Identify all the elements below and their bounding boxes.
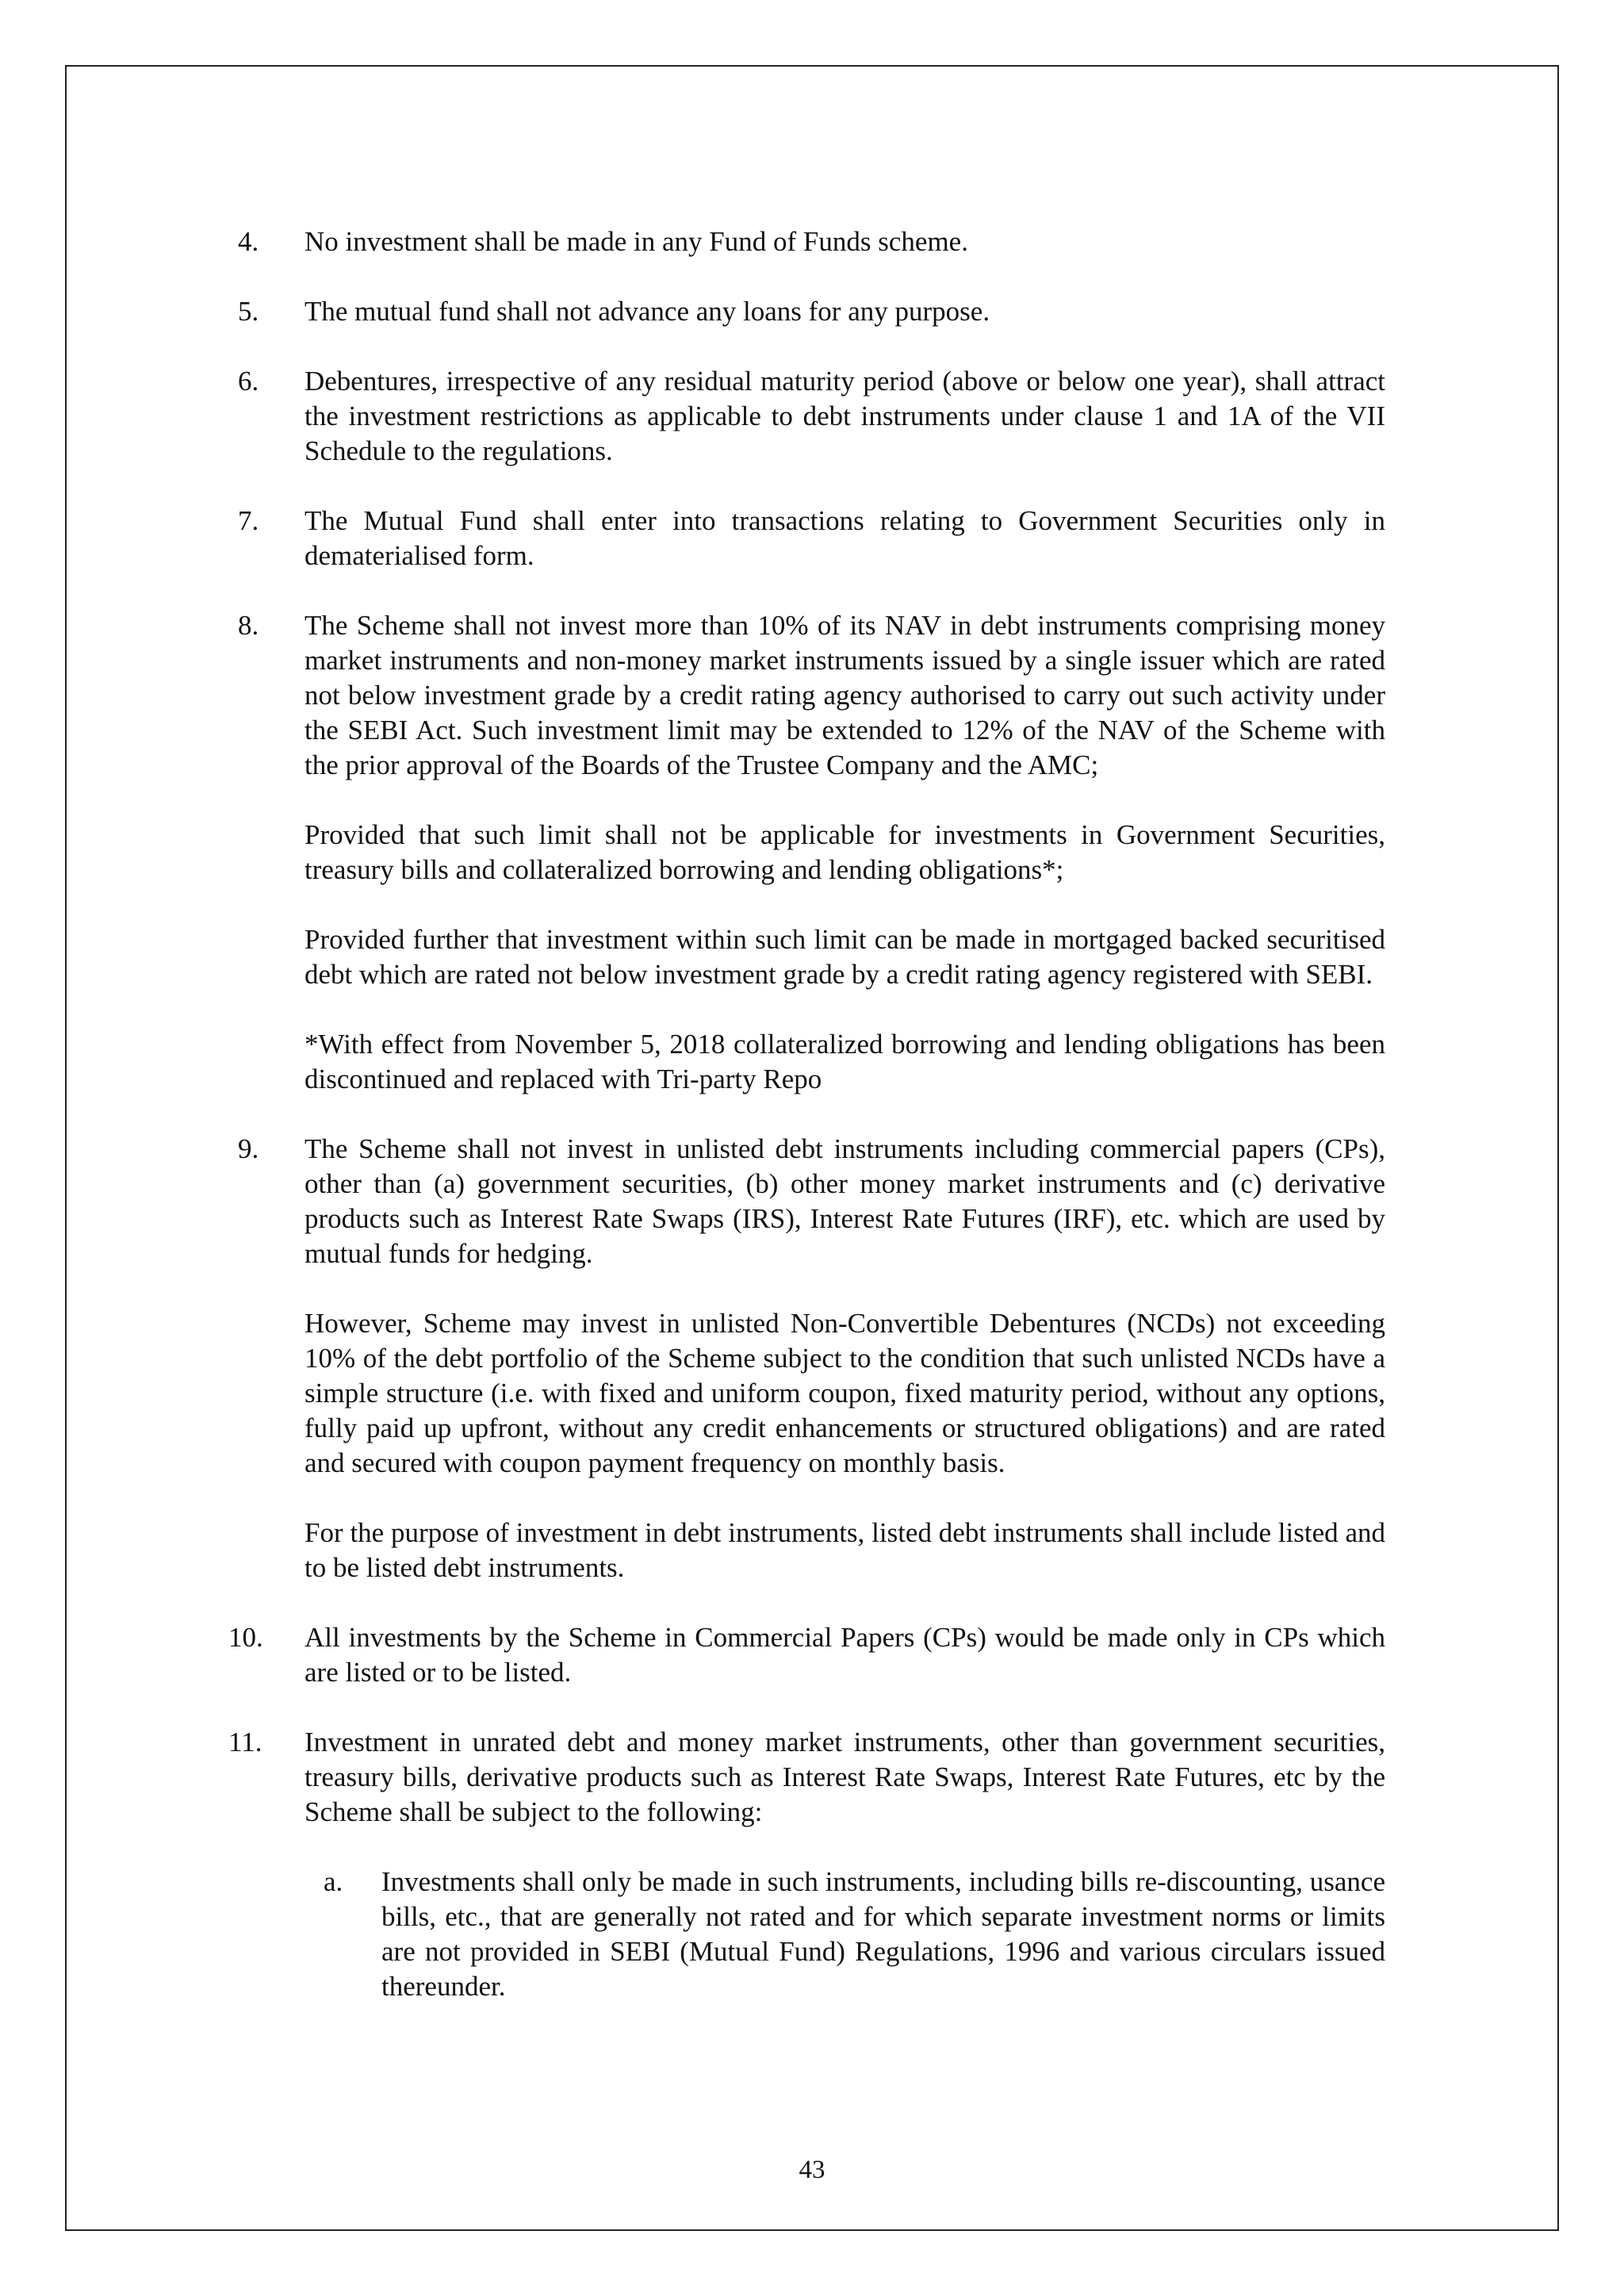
page-number: 43: [799, 2156, 825, 2184]
item-number: 6.: [238, 366, 259, 397]
item-number: 7.: [238, 505, 259, 536]
item-paragraph: The Scheme shall not invest in unlisted debt instruments including commercial papers (CPs), other than (a) government securities, (b) other money market instruments and (c) derivative products such as Interest Rate Swaps (IRS), Interest Rate Futures (IRF), etc. which are used by mutual funds for hedging.: [304, 1133, 1385, 1269]
list-item-4: [238, 224, 1385, 259]
item-number: 11.: [228, 1727, 262, 1757]
sub-list: [304, 1865, 1385, 2004]
list-item-11: [228, 1725, 1385, 2004]
item-paragraph: All investments by the Scheme in Commercial Papers (CPs) would be made only in CPs which are listed or to be listed.: [304, 1622, 1385, 1688]
list-item-5: [238, 294, 1385, 329]
item-paragraph: Investment in unrated debt and money market instruments, other than government securities, treasury bills, derivative products such as Interest Rate Swaps, Interest Rate Futures, etc by the Scheme shall be subject to the following:: [304, 1727, 1385, 1827]
list-item-10: [228, 1620, 1385, 1690]
item-paragraph: No investment shall be made in any Fund of Funds scheme.: [304, 226, 968, 257]
item-number: 4.: [238, 226, 259, 257]
footnote-paragraph: *With effect from November 5, 2018 collateralized borrowing and lending obligations has been discontinued and replaced with Tri-party Repo: [304, 1029, 1385, 1094]
item-paragraph: The mutual fund shall not advance any loans for any purpose.: [304, 296, 990, 327]
sub-item-a: [304, 1865, 1385, 2004]
list-item-9: [238, 1132, 1385, 1585]
list-item-8: [238, 608, 1385, 1097]
sub-item-text: Investments shall only be made in such instruments, including bills re-discounting, usance bills, etc., that are generally not rated and for which separate investment norms or limits are not provided in SEBI (Mutual Fund) Regulations, 1996 and various circulars issued thereunder.: [381, 1866, 1385, 2002]
list-item-6: [238, 364, 1385, 469]
proviso-paragraph: Provided that such limit shall not be applicable for investments in Government Securities, treasury bills and collateralized borrowing and lending obligations*;: [304, 819, 1385, 885]
item-number: 10.: [228, 1622, 263, 1653]
list-item-7: [238, 504, 1385, 573]
item-paragraph: The Scheme shall not invest more than 10% of its NAV in debt instruments comprising money market instruments and non-money market instruments issued by a single issuer which are rated not below investment grade by a credit rating agency authorised to carry out such activity under the SEBI Act. Such investment limit may be extended to 12% of the NAV of the Scheme with the prior approval of the Boards of the Trustee Company and the AMC;: [304, 610, 1385, 780]
item-paragraph: For the purpose of investment in debt instruments, listed debt instruments shall include listed and to be listed debt instruments.: [304, 1517, 1385, 1583]
item-paragraph: The Mutual Fund shall enter into transactions relating to Government Securities only in dematerialised form.: [304, 505, 1385, 571]
item-paragraph: However, Scheme may invest in unlisted Non-Convertible Debentures (NCDs) not exceeding 10% of the debt portfolio of the Scheme subject to the condition that such unlisted NCDs have a simple structure (i.e. with fixed and uniform coupon, fixed maturity period, without any options, fully paid up upfront, without any credit enhancements or structured obligations) and are rated and secured with coupon payment frequency on monthly basis.: [304, 1308, 1385, 1478]
item-paragraph: Debentures, irrespective of any residual maturity period (above or below one year), shall attract the investment restrictions as applicable to debt instruments under clause 1 and 1A of the VII Schedule to the regulations.: [304, 366, 1385, 466]
sub-item-letter: a.: [324, 1866, 343, 1897]
document-body: [228, 224, 1385, 2039]
item-number: 8.: [238, 610, 259, 641]
item-number: 9.: [238, 1133, 259, 1164]
item-number: 5.: [238, 296, 259, 327]
proviso-paragraph: Provided further that investment within such limit can be made in mortgaged backed securitised debt which are rated not below investment grade by a credit rating agency registered with SEBI.: [304, 924, 1385, 990]
